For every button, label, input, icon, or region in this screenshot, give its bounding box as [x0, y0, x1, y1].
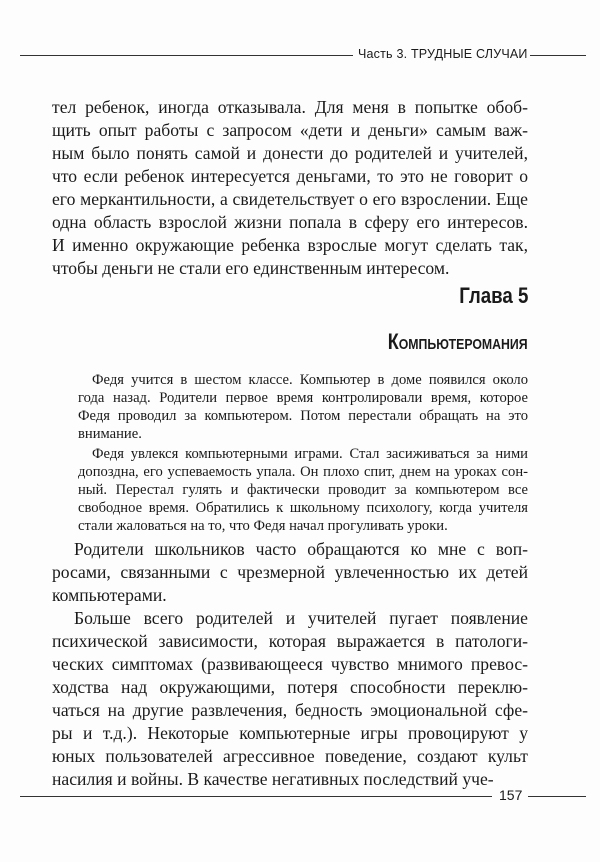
text-line: чтобы деньги не стали его единственным интересом.: [52, 258, 450, 278]
text-line: ный. Перестал гулять и фактически проводит за компьютером все: [78, 482, 528, 498]
text-line: щить опыт работы с запросом «дети и деньги» самым важ-: [52, 120, 528, 140]
text-line: Родители школьников часто обращаются ко мне с воп-: [74, 539, 528, 559]
text-line: юных пользователей агрессивное поведение, создают культ: [52, 746, 528, 766]
header-rule-right: [530, 55, 586, 56]
paragraph: [78, 445, 528, 535]
text-line: насилия и войны. В качестве негативных последствий уче-: [52, 769, 494, 789]
text-line: ры и т.д.). Некоторые компьютерные игры провоцируют у: [52, 723, 528, 743]
text-line: внимание.: [78, 426, 142, 442]
paragraph: [52, 607, 528, 791]
paragraph: [52, 96, 528, 280]
body-text: [52, 538, 528, 791]
chapter-number: Глава 5: [458, 283, 528, 308]
text-line: чаться на другие развлечения, бедность эмоциональной сфе-: [52, 700, 528, 720]
text-line: компьютерами.: [52, 585, 167, 605]
text-line: что если ребенок интересуется деньгами, то это не говорит о: [52, 166, 528, 186]
running-head: Часть 3. ТРУДНЫЕ СЛУЧАИ: [358, 47, 528, 61]
case-study: [78, 371, 528, 537]
text-line: ным было понять самой и донести до родителей и учителей,: [52, 143, 528, 163]
text-line: одна область взрослой жизни попала в сферу его интересов.: [52, 212, 528, 232]
text-line: Федя увлекся компьютерными играми. Стал засиживаться за ними: [92, 446, 528, 462]
paragraph: [78, 371, 528, 443]
text-line: его меркантильности, а свидетельствует о его взрослении. Еще: [52, 189, 528, 209]
text-line: И именно окружающие ребенка взрослые могут сделать так,: [52, 235, 528, 255]
footer-rule-right: [528, 796, 586, 797]
text-line: ческих симптомах (развивающееся чувство мнимого превос-: [52, 654, 528, 674]
text-line: допоздна, его успеваемость упала. Он плохо спит, днем на уроках сон-: [78, 464, 528, 480]
header-rule-left: [20, 55, 353, 56]
text-line: свободное время. Обратились к школьному психологу, когда учителя: [78, 500, 528, 516]
text-line: года назад. Родители первое время контролировали время, которое: [78, 390, 528, 406]
intro-paragraph: [52, 96, 528, 280]
text-line: стали жаловаться на то, что Федя начал прогуливать уроки.: [78, 518, 448, 534]
text-line: тел ребенок, иногда отказывала. Для меня в попытке обоб-: [52, 97, 528, 117]
paragraph: [52, 538, 528, 607]
text-line: ходства над окружающими, потеря способности переклю-: [52, 677, 528, 697]
text-line: психической зависимости, которая выражается в патологи-: [52, 631, 528, 651]
footer-rule-left: [20, 796, 492, 797]
text-line: Федя учится в шестом классе. Компьютер в доме появился около: [92, 372, 528, 388]
page-number: 157: [499, 787, 523, 803]
text-line: росами, связанными с чрезмерной увлеченностью их детей: [52, 562, 528, 582]
text-line: Больше всего родителей и учителей пугает появление: [74, 608, 528, 628]
chapter-title: Компьютеромания: [388, 329, 528, 354]
text-line: Федя проводил за компьютером. Потом перестали обращать на это: [78, 408, 528, 424]
